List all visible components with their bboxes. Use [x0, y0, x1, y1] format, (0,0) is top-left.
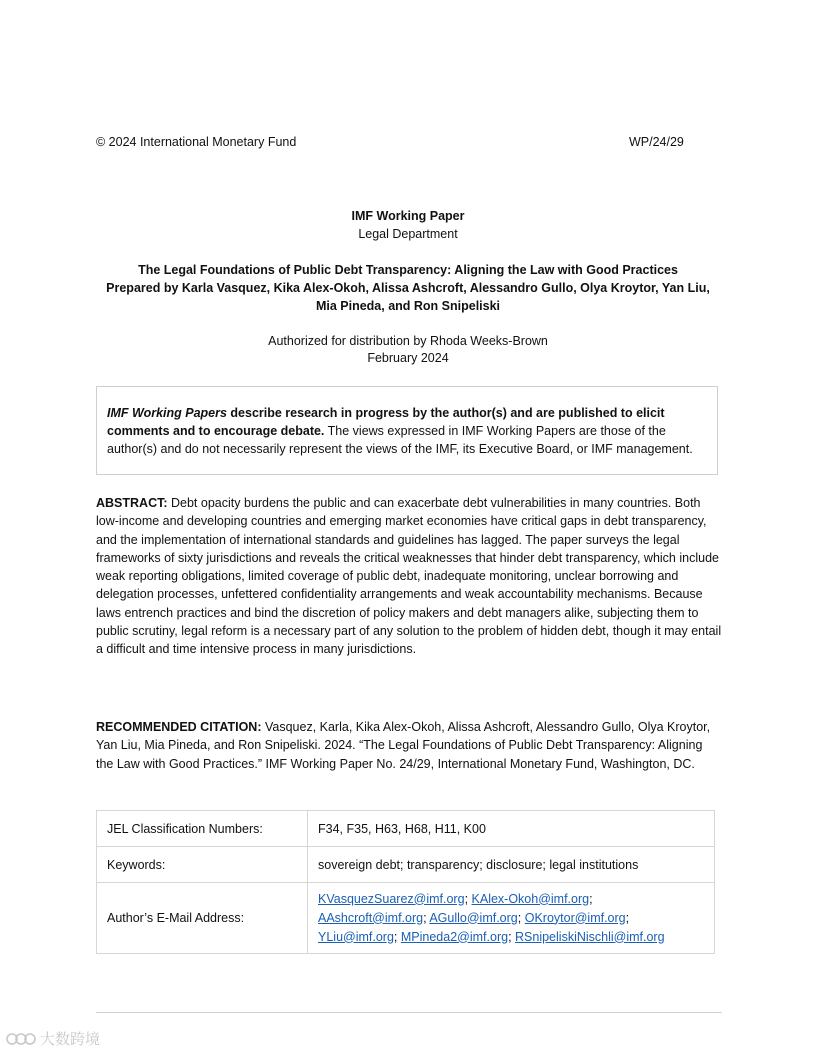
- table-row: [97, 847, 715, 883]
- disclaimer-box: [96, 386, 718, 475]
- keywords-label: Keywords:: [97, 847, 308, 883]
- keywords-value: sovereign debt; transparency; disclosure; legal institutions: [308, 847, 715, 883]
- disclaimer-lead: IMF Working Papers: [107, 406, 227, 420]
- table-row: [97, 883, 715, 954]
- email-link[interactable]: MPineda2@imf.org: [400, 929, 509, 944]
- citation-label: RECOMMENDED CITATION:: [96, 720, 262, 734]
- email-link[interactable]: AGullo@imf.org: [429, 910, 518, 925]
- recommended-citation: [96, 718, 722, 773]
- abstract: [96, 494, 722, 659]
- email-link[interactable]: RSnipeliskiNischli@imf.org: [515, 929, 665, 944]
- email-link[interactable]: AAshcroft@imf.org: [318, 910, 424, 925]
- abstract-label: ABSTRACT:: [96, 496, 168, 510]
- publication-date: February 2024: [367, 351, 449, 365]
- authorized-by: Authorized for distribution by Rhoda Weeks-Brown: [268, 334, 548, 348]
- watermark-logo-icon: [6, 1031, 36, 1047]
- authors-line-1: Prepared by Karla Vasquez, Kika Alex-Okoh, Alissa Ashcroft, Alessandro Gullo, Olya Kroytor, Yan Liu,: [106, 281, 710, 295]
- email-link[interactable]: KAlex-Okoh@imf.org: [471, 891, 590, 906]
- footer-divider: [96, 1012, 722, 1013]
- citation-text: Vasquez, Karla, Kika Alex-Okoh, Alissa Ashcroft, Alessandro Gullo, Olya Kroytor, Yan Liu, Mia Pineda, and Ron Snipeliski. 2024. “The Legal Foundations of Public Debt Transparency: Aligning the Law with Good Practices.” IMF Working Paper No. 24/29, International Monetary Fund, Washington, DC.: [96, 720, 711, 771]
- email-link[interactable]: OKroytor@imf.org: [524, 910, 626, 925]
- jel-value: F34, F35, H63, H68, H11, K00: [308, 811, 715, 847]
- email-label: Author’s E-Mail Address:: [97, 883, 308, 954]
- authors-line-2: Mia Pineda, and Ron Snipeliski: [315, 299, 501, 313]
- paper-number: WP/24/29: [629, 135, 684, 149]
- copyright-notice: © 2024 International Monetary Fund: [96, 135, 297, 149]
- series-title: IMF Working Paper: [351, 209, 465, 223]
- email-list: KVasquezSuarez@imf.org; KAlex-Okoh@imf.org; AAshcroft@imf.org; AGullo@imf.org; OKroytor@imf.org; YLiu@imf.org; MPineda2@imf.org; RSnipeliskiNischli@imf.org: [308, 883, 715, 954]
- watermark: [6, 1028, 100, 1049]
- paper-title: The Legal Foundations of Public Debt Transparency: Aligning the Law with Good Practices: [138, 263, 678, 277]
- email-link[interactable]: YLiu@imf.org: [318, 929, 394, 944]
- disclaimer-text: The views expressed in IMF Working Papers are those of the author(s) and do not necessarily represent the views of the IMF, its Executive Board, or IMF management.: [107, 424, 693, 456]
- abstract-text: Debt opacity burdens the public and can exacerbate debt vulnerabilities in many countries. Both low-income and developing countries and emerging market economies have critical gaps in debt transparency, and the implementation of international standards and guidelines has lagged. The paper surveys the legal frameworks of sixty jurisdictions and reveals the critical weaknesses that hinder debt transparency, which include weak reporting obligations, limited coverage of public debt, inadequate monitoring, unclear borrowing and delegation processes, unfettered confidentiality arrangements and weak accountability mechanisms. Because laws entrench practices and bind the discretion of policy makers and debt managers alike, subjecting them to public scrutiny, legal reform is a necessary part of any solution to the problem of hidden debt, though it may entail a difficult and time intensive process in many jurisdictions.: [96, 496, 722, 657]
- disclaimer-bold: describe research in progress by the author(s) and are published to elicit comments and to encourage debate.: [107, 406, 665, 438]
- watermark-text: 大数跨境: [40, 1031, 101, 1048]
- department: Legal Department: [358, 227, 458, 241]
- jel-label: JEL Classification Numbers:: [97, 811, 308, 847]
- info-table: [96, 810, 715, 954]
- email-link[interactable]: KVasquezSuarez@imf.org: [318, 891, 465, 906]
- table-row: [97, 811, 715, 847]
